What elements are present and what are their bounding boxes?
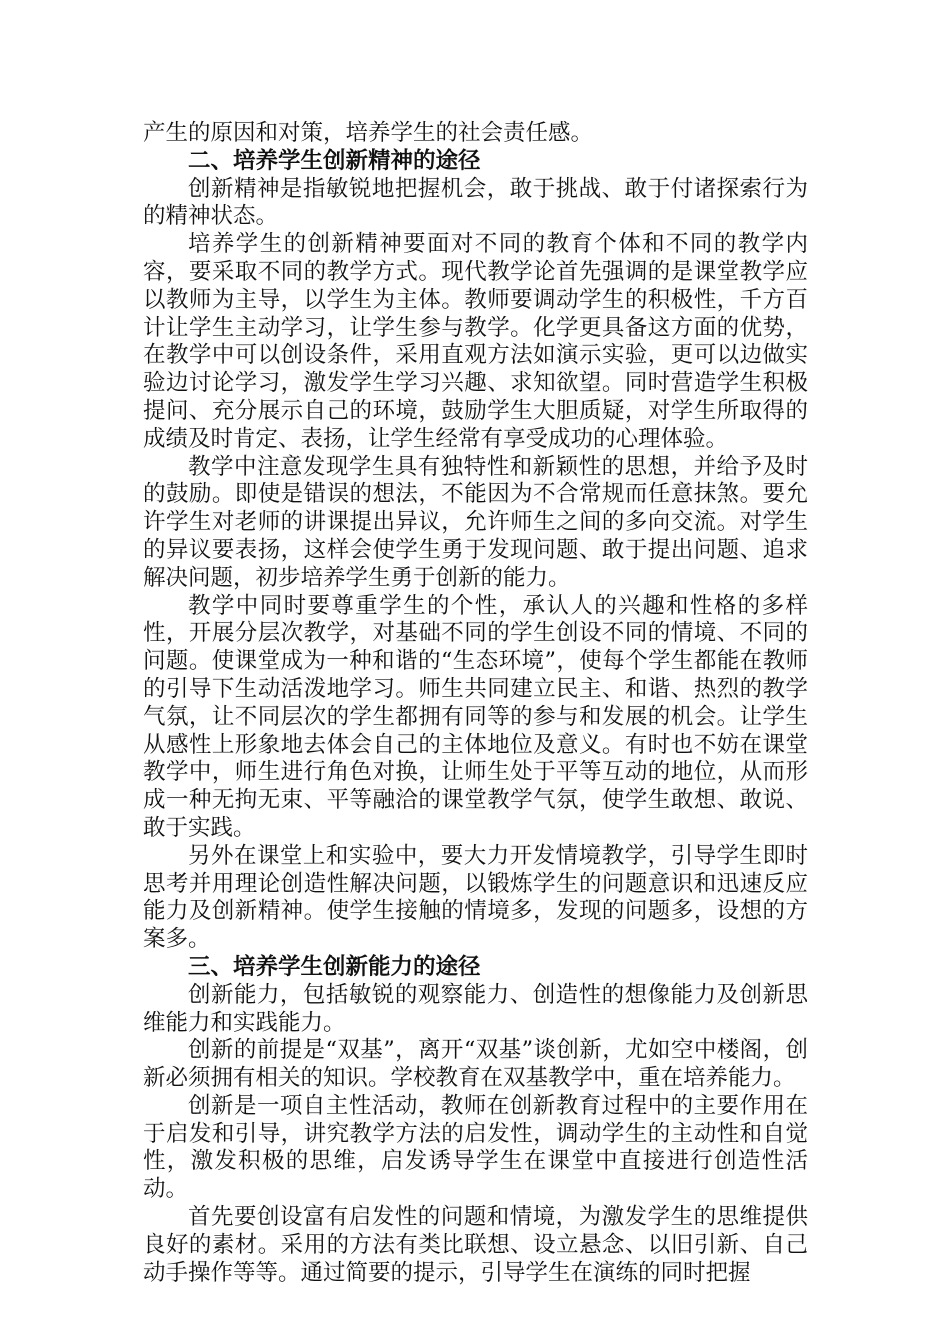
paragraph: 创新的前提是“双基”，离开“双基”谈创新，尤如空中楼阁，创新必须拥有相关的知识。学校教育在双基教学中，重在培养能力。 — [143, 1037, 808, 1092]
paragraph-continuation: 产生的原因和对策，培养学生的社会责任感。 — [143, 120, 594, 146]
paragraph: 培养学生的创新精神要面对不同的教育个体和不同的教学内容，要采取不同的教学方式。现代教学论首先强调的是课堂教学应以教师为主导，以学生为主体。教师要调动学生的积极性，千方百计让学生主动学习，让学生参与教学。化学更具备这方面的优势，在教学中可以创设条件，采用直观方法如演示实验，更可以边做实验边讨论学习，激发学生学习兴趣、求知欲望。同时营造学生积极提问、充分展示自己的环境，鼓励学生大胆质疑，对学生所取得的成绩及时肯定、表扬，让学生经常有享受成功的心理体验。 — [143, 231, 808, 452]
document-body — [143, 120, 808, 1287]
paragraph: 创新精神是指敏锐地把握机会，敢于挑战、敢于付诸探索行为的精神状态。 — [143, 175, 808, 230]
paragraph: 教学中同时要尊重学生的个性，承认人的兴趣和性格的多样性，开展分层次教学，对基础不同的学生创设不同的情境、不同的问题。使课堂成为一种和谐的“生态环境”，使每个学生都能在教师的引导下生动活泼地学习。师生共同建立民主、和谐、热烈的教学气氛，让不同层次的学生都拥有同等的参与和发展的机会。让学生从感性上形象地去体会自己的主体地位及意义。有时也不妨在课堂教学中，师生进行角色对换，让师生处于平等互动的地位，从而形成一种无拘无束、平等融洽的课堂教学气氛，使学生敢想、敢说、敢于实践。 — [143, 592, 808, 841]
paragraph: 教学中注意发现学生具有独特性和新颖性的思想，并给予及时的鼓励。即使是错误的想法，不能因为不合常规而任意抹煞。要允许学生对老师的讲课提出异议，允许师生之间的多向交流。对学生的异议要表扬，这样会使学生勇于发现问题、敢于提出问题、追求解决问题，初步培养学生勇于创新的能力。 — [143, 453, 808, 591]
paragraph: 创新是一项自主性活动，教师在创新教育过程中的主要作用在于启发和引导，讲究教学方法的启发性，调动学生的主动性和自觉性，激发积极的思维，启发诱导学生在课堂中直接进行创造性活动。 — [143, 1092, 808, 1203]
paragraph: 首先要创设富有启发性的问题和情境，为激发学生的思维提供良好的素材。采用的方法有类比联想、设立悬念、以旧引新、自己动手操作等等。通过简要的提示，引导学生在演练的同时把握 — [143, 1204, 808, 1286]
paragraph: 另外在课堂上和实验中，要大力开发情境教学，引导学生即时思考并用理论创造性解决问题，以锻炼学生的问题意识和迅速反应能力及创新精神。使学生接触的情境多，发现的问题多，设想的方案多。 — [143, 842, 808, 953]
section-heading-2: 二、培养学生创新精神的途径 — [188, 147, 481, 174]
section-heading-3: 三、培养学生创新能力的途径 — [188, 953, 481, 980]
paragraph: 创新能力，包括敏锐的观察能力、创造性的想像能力及创新思维能力和实践能力。 — [143, 981, 808, 1036]
